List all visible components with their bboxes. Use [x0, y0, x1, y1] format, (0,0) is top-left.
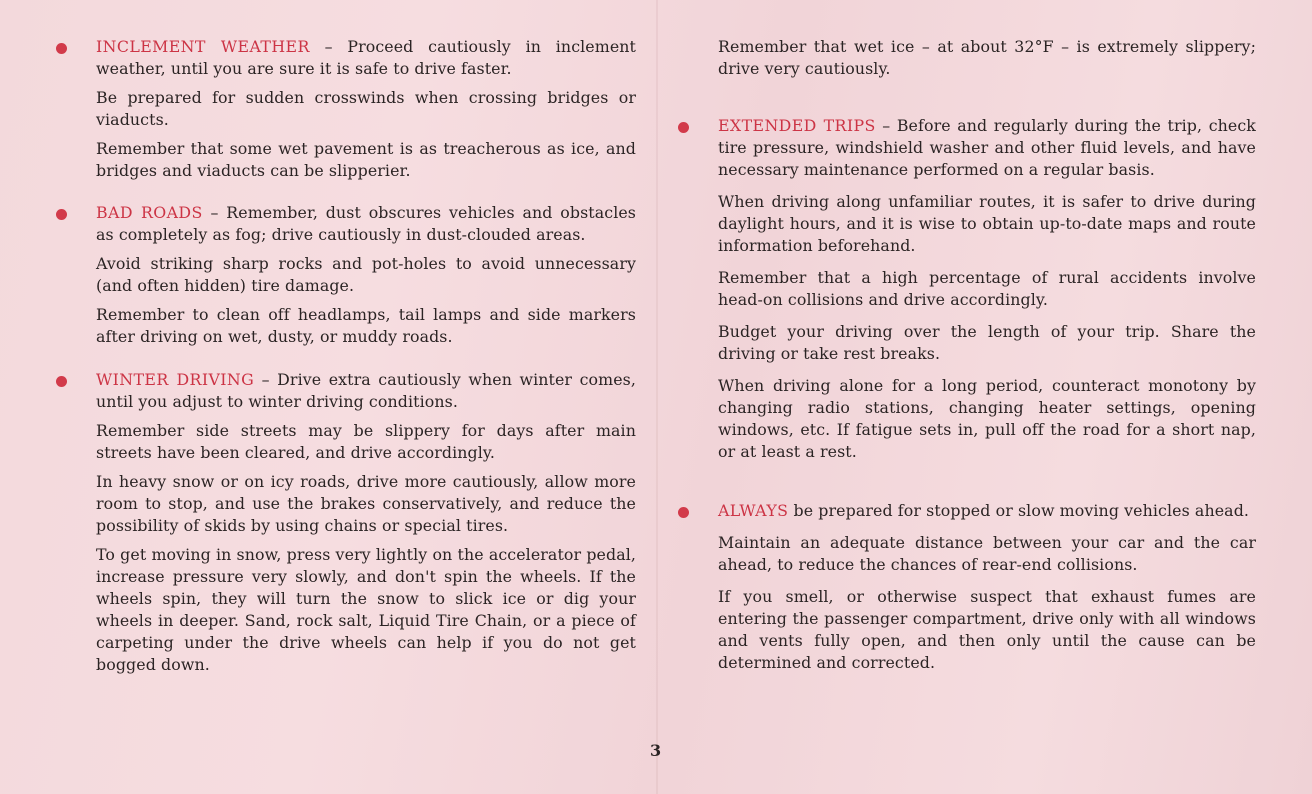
paragraph: When driving alone for a long period, counteract monotony by changing radio stations, changing heater settings, opening windows, etc. If fatigue sets in, pull off the road for a short nap, or at least a rest.: [718, 376, 1256, 461]
paragraph: Maintain an adequate distance between your car and the car ahead, to reduce the chances of rear-end collisions.: [718, 533, 1256, 574]
left-column: [96, 36, 636, 676]
section-lead: [96, 369, 636, 413]
continued-paragraph: Remember that wet ice – at about 32°F – is extremely slippery; drive very cautiously.: [718, 37, 1256, 78]
bullet-icon: [678, 122, 689, 133]
paragraph: If you smell, or otherwise suspect that exhaust fumes are entering the passenger compartment, drive only with all windows and vents fully open, and then only until the cause can be determined and corrected.: [718, 587, 1256, 672]
lead-text: be prepared for stopped or slow moving vehicles ahead.: [788, 501, 1250, 520]
paragraph: Be prepared for sudden crosswinds when crossing bridges or viaducts.: [96, 88, 636, 129]
paragraph: In heavy snow or on icy roads, drive more cautiously, allow more room to stop, and use the brakes conservatively, and reduce the possibility of skids by using chains or special tires.: [96, 472, 636, 535]
lead-text: – Before and regularly during the trip, check tire pressure, windshield washer and other fluid levels, and have necessary maintenance performed on a regular basis.: [718, 116, 1256, 179]
section-heading: WINTER DRIVING: [96, 370, 255, 389]
section-winter-driving: [96, 369, 636, 676]
paragraph: Remember that some wet pavement is as treacherous as ice, and bridges and viaducts can be slipperier.: [96, 139, 636, 180]
bullet-icon: [56, 209, 67, 220]
paragraph: When driving along unfamiliar routes, it is safer to drive during daylight hours, and it is wise to obtain up-to-date maps and route information beforehand.: [718, 192, 1256, 255]
right-column: [718, 36, 1256, 674]
section-lead: [96, 36, 636, 80]
paragraph: Budget your driving over the length of your trip. Share the driving or take rest breaks.: [718, 322, 1256, 363]
section-heading: EXTENDED TRIPS: [718, 116, 876, 135]
section-always: [718, 500, 1256, 674]
section-heading: ALWAYS: [718, 501, 789, 520]
lead-text: – Proceed cautiously in inclement weather, until you are sure it is safe to drive faster.: [96, 37, 636, 78]
section-heading: INCLEMENT WEATHER: [96, 37, 310, 56]
section-heading: BAD ROADS: [96, 203, 203, 222]
lead-text: – Remember, dust obscures vehicles and obstacles as completely as fog; drive cautiously in dust-clouded areas.: [96, 203, 636, 244]
section-lead: [96, 202, 636, 246]
paragraph: Remember to clean off headlamps, tail lamps and side markers after driving on wet, dusty, or muddy roads.: [96, 305, 636, 346]
section-extended-trips: [718, 115, 1256, 463]
paragraph: To get moving in snow, press very lightly on the accelerator pedal, increase pressure very slowly, and don't spin the wheels. If the wheels spin, they will turn the snow to slick ice or dig your wheels in deeper. Sand, rock salt, Liquid Tire Chain, or a piece of carpeting under the drive wheels can help if you do not get bogged down.: [96, 545, 636, 674]
section-lead: [718, 500, 1256, 522]
paragraph: Remember that a high percentage of rural accidents involve head-on collisions and drive accordingly.: [718, 268, 1256, 309]
lead-text: – Drive extra cautiously when winter comes, until you adjust to winter driving conditions.: [96, 370, 636, 411]
paragraph: Avoid striking sharp rocks and pot-holes to avoid unnecessary (and often hidden) tire damage.: [96, 254, 636, 295]
section-inclement-weather: [96, 36, 636, 182]
bullet-icon: [678, 507, 689, 518]
bullet-icon: [56, 43, 67, 54]
page-fold: [656, 0, 658, 794]
paragraph: Remember side streets may be slippery for days after main streets have been cleared, and drive accordingly.: [96, 421, 636, 462]
section-bad-roads: [96, 202, 636, 348]
bullet-icon: [56, 376, 67, 387]
page-number: 3: [650, 741, 662, 760]
section-lead: [718, 115, 1256, 181]
